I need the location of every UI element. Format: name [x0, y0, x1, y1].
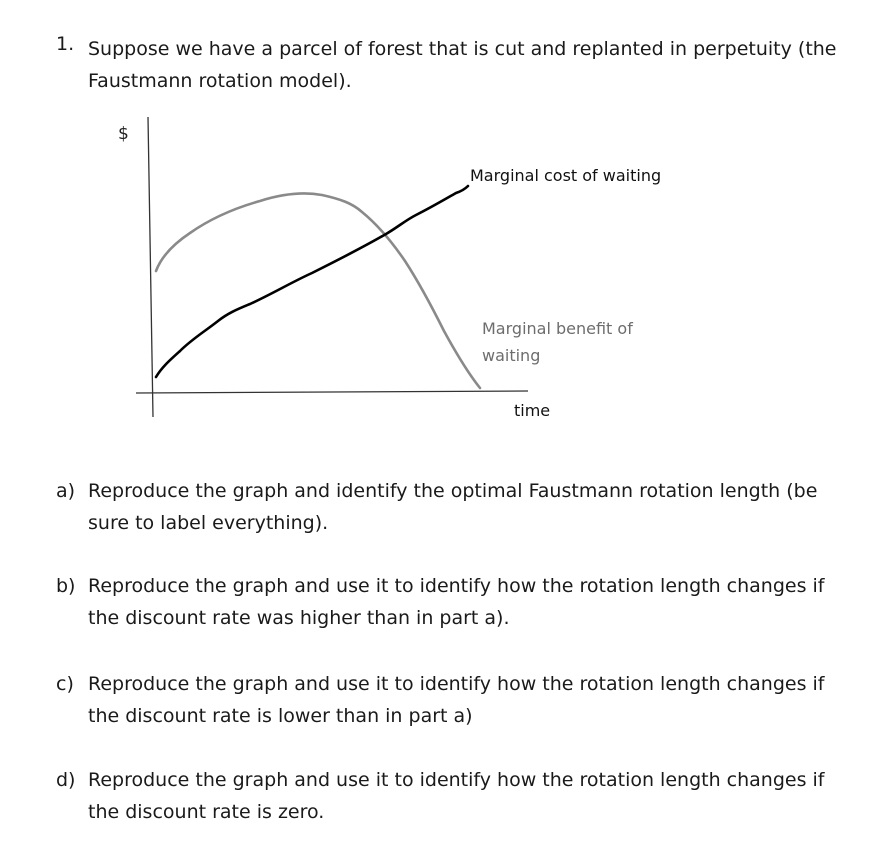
x-axis-label: time: [514, 401, 551, 420]
part-text: Reproduce the graph and use it to identify how the rotation length changes if the discount rate was higher than in part a).: [88, 575, 825, 629]
y-axis: [148, 117, 153, 417]
question-number: 1.: [56, 33, 75, 55]
y-axis-label: $: [118, 124, 129, 144]
part-letter: b): [56, 575, 76, 597]
part-letter: a): [56, 480, 76, 502]
marginal-benefit-curve: [156, 193, 480, 388]
marginal-benefit-label: Marginal benefit of waiting: [482, 319, 633, 365]
part-letter: d): [56, 769, 76, 791]
faustmann-graph: [100, 115, 660, 435]
question-text: Suppose we have a parcel of forest that is cut and replanted in perpetuity (the Faustmann rotation model).: [88, 38, 837, 92]
marginal-cost-curve: [156, 186, 468, 377]
x-axis: [136, 391, 528, 393]
marginal-cost-label: Marginal cost of waiting: [470, 166, 662, 185]
part-text: Reproduce the graph and use it to identify how the rotation length changes if the discount rate is lower than in part a): [88, 673, 825, 727]
part-text: Reproduce the graph and use it to identify how the rotation length changes if the discount rate is zero.: [88, 769, 825, 823]
part-text: Reproduce the graph and identify the optimal Faustmann rotation length (be sure to label everything).: [88, 480, 818, 534]
part-letter: c): [56, 673, 74, 695]
